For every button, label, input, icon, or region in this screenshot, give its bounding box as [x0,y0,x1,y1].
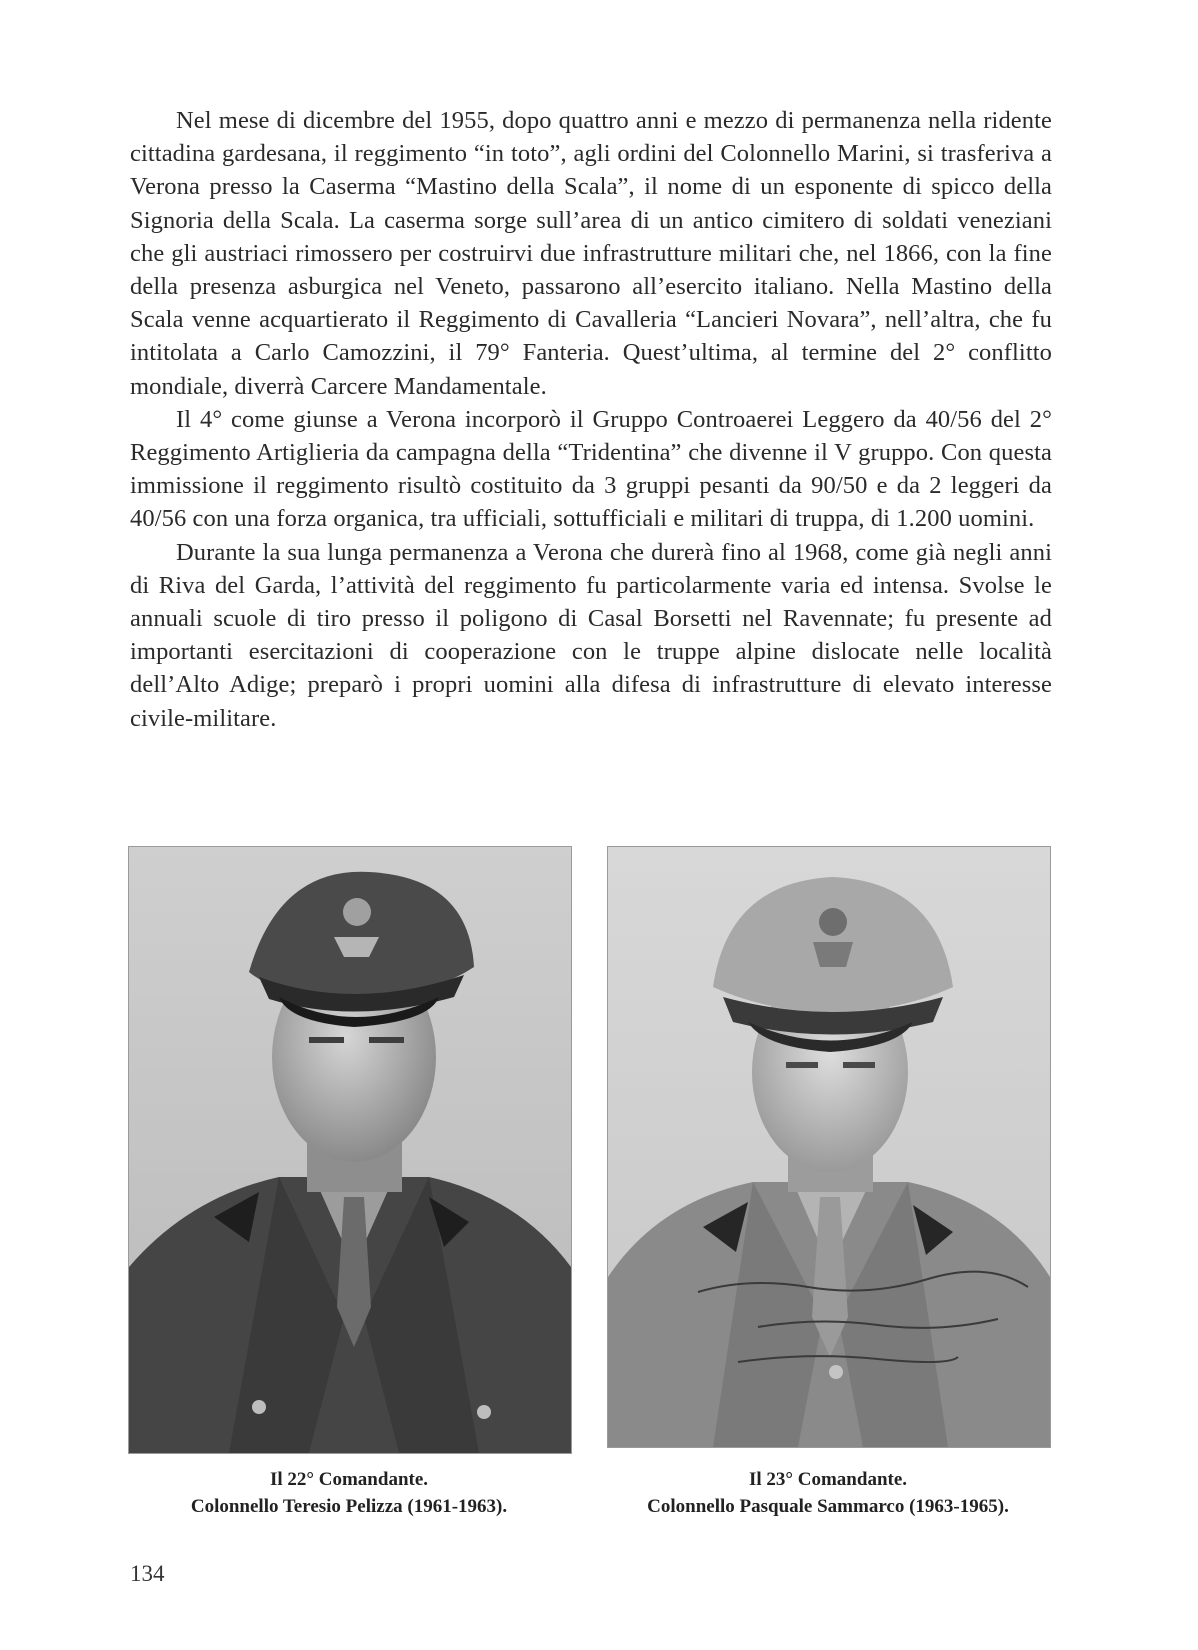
portrait-photo-sammarco [607,846,1051,1448]
body-text [130,104,1052,735]
portrait-photo-pelizza [128,846,572,1454]
caption-right-line2: Colonnello Pasquale Sammarco (1963-1965). [647,1496,1009,1517]
caption-left-line2: Colonnello Teresio Pelizza (1961-1963). [190,1496,508,1517]
paragraph-3: Durante la sua lunga permanenza a Verona che durerà fino al 1968, come già negli anni di Riva del Garda, l’attività del reggimento fu particolarmente varia ed intensa. Svolse le annuali scuole di tiro presso il poligono di Casal Borsetti nel Ravennate; fu presente ad importanti esercitazioni di cooperazione con le truppe alpine dislocate nelle località dell’Alto Adige; preparò i propri uomini alla difesa di infrastrutture di elevato interesse civile-militare. [130,538,1052,732]
paragraph-2: Il 4° come giunse a Verona incorporò il Gruppo Controaerei Leggero da 40/56 del 2° Reggimento Artiglieria da campagna della “Tridentina” che divenne il V gruppo. Con questa immissione il reggimento risultò costituito da 3 gruppi pesanti da 90/50 e da 2 leggeri da 40/56 con una forza organica, tra ufficiali, sottufficiali e militari di truppa, di 1.200 uomini. [130,405,1052,533]
page-number: 134 [130,1561,165,1586]
caption-left-line1: Il 22° Comandante. [269,1469,429,1490]
portrait-image-right [608,847,1050,1447]
caption-left [128,1466,570,1520]
portrait-image-left [129,847,571,1453]
paragraph-1: Nel mese di dicembre del 1955, dopo quattro anni e mezzo di permanenza nella ridente cittadina gardesana, il reggimento “in toto”, agli ordini del Colonnello Marini, si trasferiva a Verona presso la Caserma “Mastino della Scala”, il nome di un esponente di spicco della Signoria della Scala. La caserma sorge sull’area di un antico cimitero di soldati veneziani che gli austriaci rimossero per costruirvi due infrastrutture militari che, nel 1866, con la fine della presenza asburgica nel Veneto, passarono all’esercito italiano. Nella Mastino della Scala venne acquartierato il Reggimento di Cavalleria “Lancieri Novara”, nell’altra, che fu intitolata a Carlo Camozzini, il 79° Fanteria. Quest’ultima, al termine del 2° conflitto mondiale, diverrà Carcere Mandamentale. [130,107,1052,400]
caption-right-line1: Il 23° Comandante. [748,1469,908,1490]
caption-right [607,1466,1049,1520]
